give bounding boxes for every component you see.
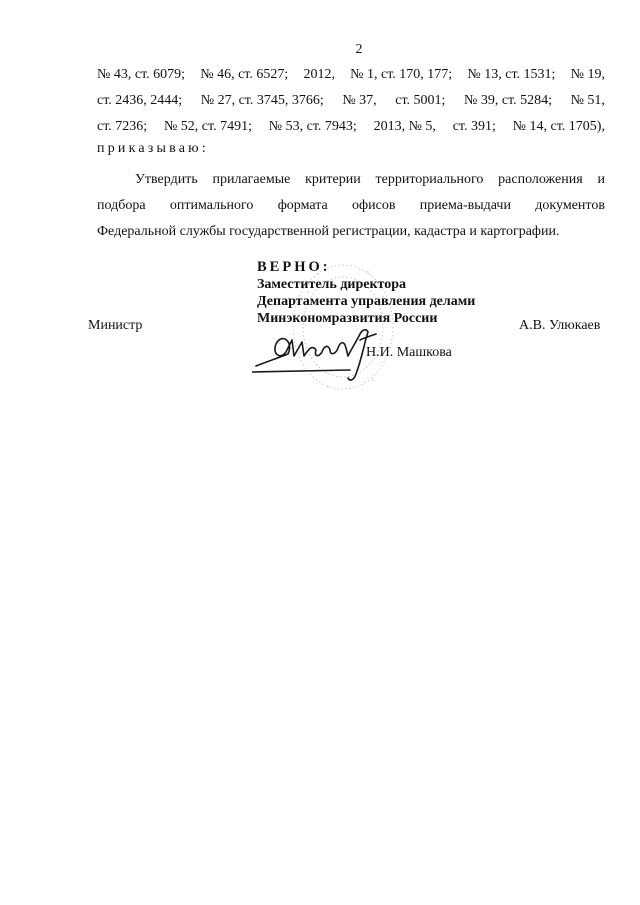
- text-fragment: расположения: [498, 172, 583, 187]
- text-fragment: территориального: [375, 172, 484, 187]
- text-fragment: формата: [277, 198, 328, 213]
- text-fragment: и: [597, 172, 605, 187]
- text-line: [97, 193, 605, 219]
- text-fragment: ст. 2436, 2444;: [97, 93, 183, 108]
- text-fragment: критерии: [305, 172, 361, 187]
- text-fragment: Утвердить: [135, 172, 198, 187]
- attestation-line: Департамента управления делами: [257, 294, 476, 309]
- text-fragment: прилагаемые: [212, 172, 291, 187]
- text-fragment: № 46, ст. 6527;: [200, 67, 289, 82]
- text-fragment: № 19,: [570, 67, 605, 82]
- text-fragment: № 14, ст. 1705),: [512, 119, 605, 134]
- text-fragment: № 39, ст. 5284;: [463, 93, 553, 108]
- text-fragment: № 37,: [342, 93, 377, 108]
- order-word: приказываю:: [97, 141, 209, 156]
- text-fragment: № 52, ст. 7491;: [163, 119, 252, 134]
- text-fragment: документов: [535, 198, 605, 213]
- page-number: 2: [355, 42, 363, 57]
- text-fragment: № 43, ст. 6079;: [97, 67, 186, 82]
- text-fragment: оптимального: [169, 198, 254, 213]
- attestation-line: Заместитель директора: [257, 277, 407, 292]
- text-fragment: подбора: [97, 198, 146, 213]
- text-fragment: № 1, ст. 170, 177;: [350, 67, 453, 82]
- main-paragraph: [97, 167, 605, 245]
- text-fragment: № 53, ст. 7943;: [268, 119, 357, 134]
- text-fragment: 2013, № 5,: [373, 119, 436, 134]
- minister-title: Министр: [88, 318, 143, 333]
- minister-name: А.В. Улюкаев: [519, 318, 601, 333]
- text-fragment: 2012,: [303, 67, 335, 82]
- continuation-paragraph: [97, 62, 605, 140]
- text-fragment: ст. 7236;: [97, 119, 148, 134]
- signer-name: Н.И. Машкова: [366, 345, 452, 360]
- attestation-block: [257, 259, 475, 327]
- text-fragment: офисов: [352, 198, 396, 213]
- text-fragment: приема-выдачи: [419, 198, 511, 213]
- text-fragment: № 27, ст. 3745, 3766;: [200, 93, 324, 108]
- text-fragment: ст. 5001;: [395, 93, 446, 108]
- text-fragment: № 51,: [570, 93, 605, 108]
- attestation-verno: ВЕРНО:: [257, 259, 331, 275]
- text-line: [97, 62, 605, 88]
- text-fragment: ст. 391;: [452, 119, 496, 134]
- text-line: Федеральной службы государственной регистрации, кадастра и картографии.: [97, 224, 560, 239]
- text-line: [97, 114, 605, 140]
- attestation-line: Минэкономразвития России: [257, 311, 438, 326]
- text-line: [97, 88, 605, 114]
- text-line: [97, 167, 605, 193]
- text-fragment: № 13, ст. 1531;: [467, 67, 556, 82]
